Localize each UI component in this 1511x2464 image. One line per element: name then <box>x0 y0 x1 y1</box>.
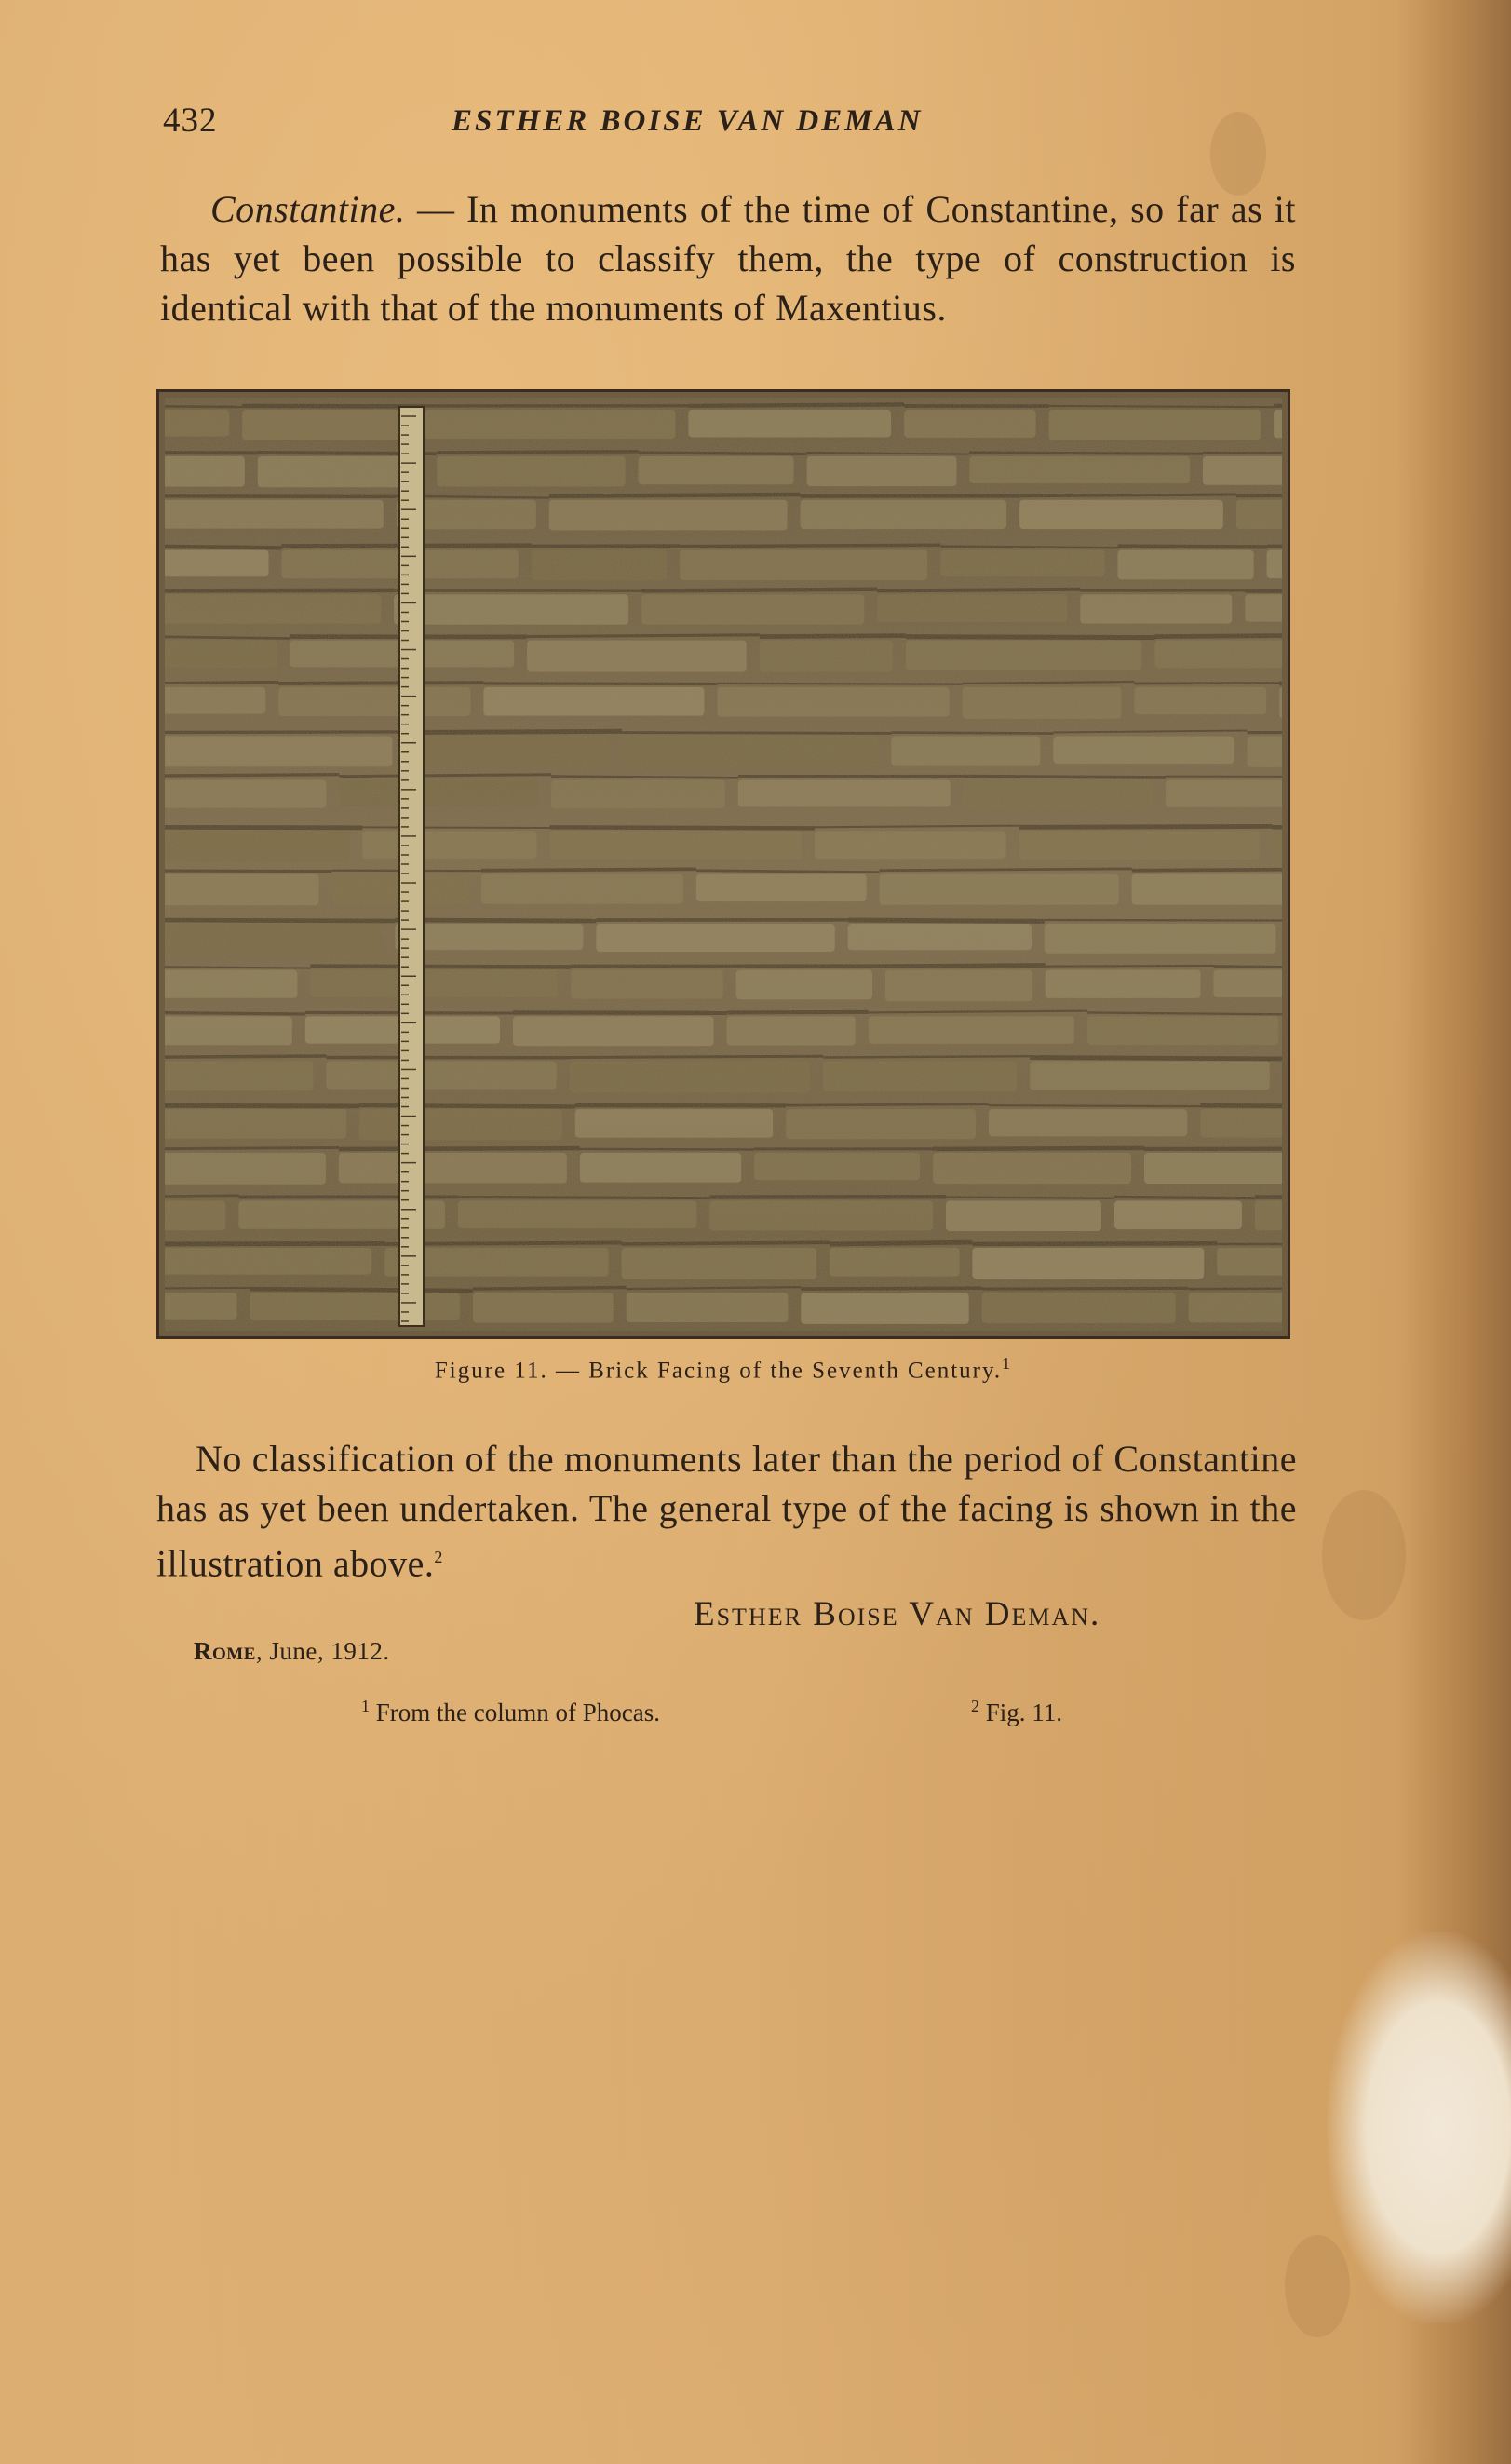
brick-wall-photo <box>165 398 1282 1331</box>
foxing-stain <box>1322 1490 1406 1620</box>
caption-text: Figure 11. — Brick Facing of the Seventh Century. <box>434 1358 1003 1384</box>
footnote-mark: 2 <box>971 1697 979 1715</box>
figure-photograph <box>156 389 1290 1339</box>
paper-tear <box>1327 1932 1511 2323</box>
page-number: 432 <box>163 102 218 140</box>
measuring-rod <box>399 407 424 1326</box>
paragraph-footnote-mark: 2 <box>434 1548 443 1566</box>
dateline-place: Rome <box>194 1637 256 1665</box>
figure-caption <box>156 1354 1290 1384</box>
author-signature: Esther Boise Van Deman. <box>694 1595 1101 1633</box>
footnote-1 <box>361 1697 660 1727</box>
running-head <box>163 101 1299 147</box>
running-title: ESTHER BOISE VAN DEMAN <box>452 104 924 138</box>
footnote-text: From the column of Phocas. <box>375 1699 660 1726</box>
footnote-2 <box>971 1697 1062 1727</box>
footnote-text: Fig. 11. <box>985 1699 1063 1726</box>
dateline <box>194 1637 390 1666</box>
paragraph-text: No classification of the monuments later than the period of Constantine has as yet been undertaken. The general type of the facing is shown in the illustration above. <box>156 1438 1297 1585</box>
caption-footnote-mark: 1 <box>1002 1354 1013 1373</box>
paragraph-classification <box>156 1434 1297 1588</box>
paragraph-text: — In monuments of the time of Constantine, so far as it has yet been possible to classify them, the type of construction is identical with that of the monuments of Maxentius. <box>160 188 1296 329</box>
footnote-mark: 1 <box>361 1697 370 1715</box>
paragraph-lead: Constantine. <box>210 188 406 230</box>
foxing-stain <box>1285 2235 1350 2337</box>
dateline-date: , June, 1912. <box>255 1637 390 1665</box>
paragraph-constantine <box>160 184 1296 332</box>
